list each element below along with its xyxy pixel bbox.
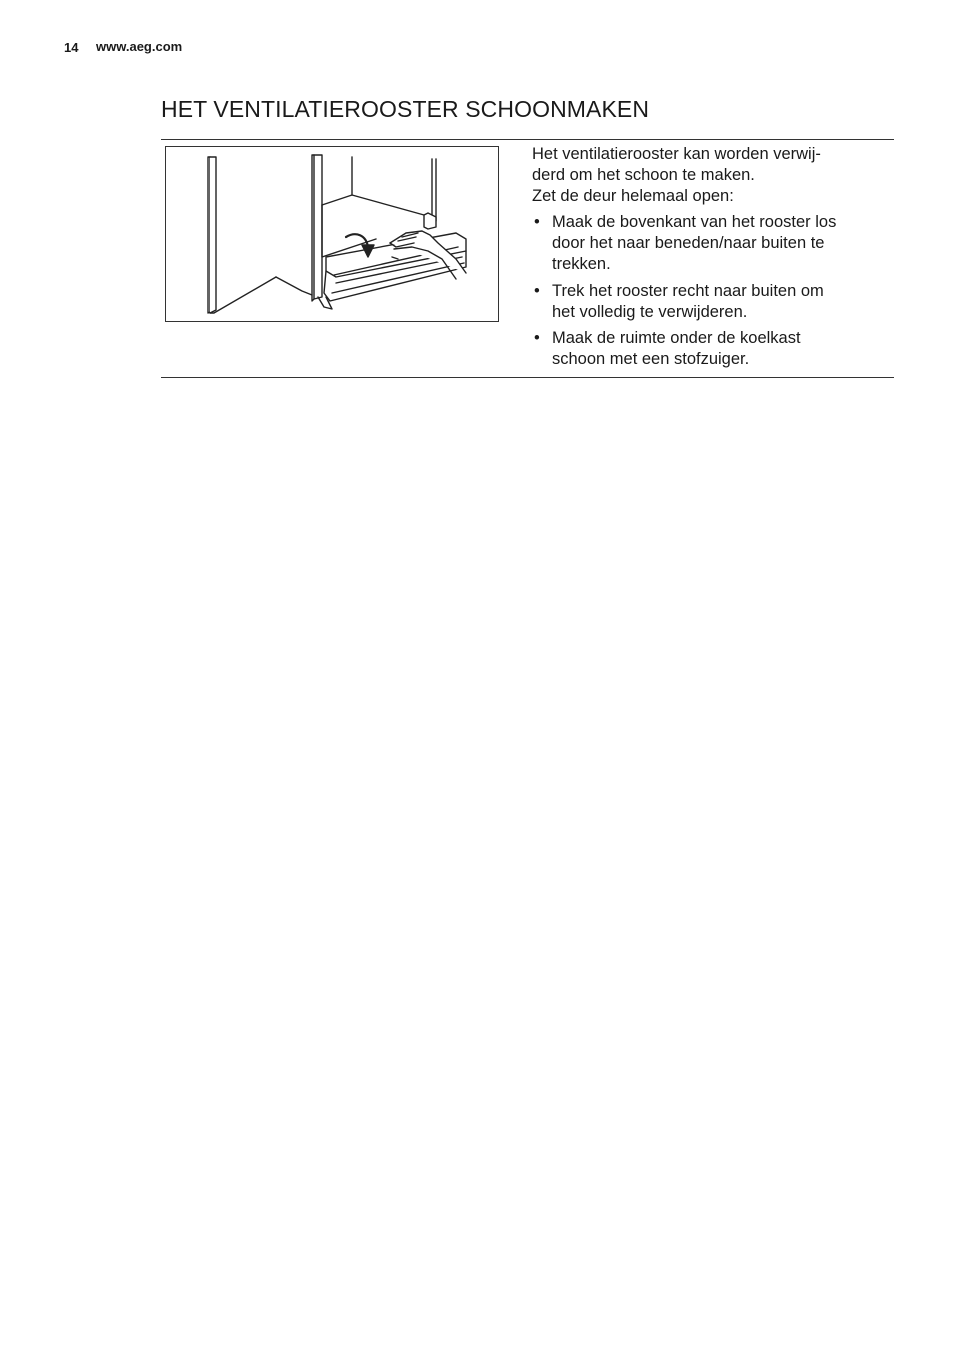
instructions-text [532,144,882,376]
step-line: schoon met een stofzuiger. [552,350,750,369]
vent-grille-removal-illustration-icon [166,147,498,321]
intro-line-2: derd om het schoon te maken. [532,165,755,184]
list-item [532,328,882,370]
step-line: het volledig te verwijderen. [552,302,748,321]
section-title: HET VENTILATIEROOSTER SCHOONMAKEN [161,96,650,122]
illustration-frame [165,146,499,322]
step-line: Trek het rooster recht naar buiten om [552,281,824,300]
step-line: trekken. [552,254,611,273]
list-item [532,281,882,323]
site-url[interactable]: www.aeg.com [96,39,183,54]
section-divider-bottom [161,377,894,378]
step-line: door het naar beneden/naar buiten te [552,234,825,253]
page-number: 14 [64,40,79,55]
bullet-icon: • [534,329,540,348]
steps-list [532,212,882,370]
step-line: Maak de bovenkant van het rooster los [552,213,837,232]
list-item [532,212,882,274]
step-line: Maak de ruimte onder de koelkast [552,329,801,348]
intro-line-1: Het ventilatierooster kan worden verwij- [532,145,821,163]
intro-line-3: Zet de deur helemaal open: [532,186,734,205]
section-divider-top [161,139,894,140]
bullet-icon: • [534,213,540,232]
bullet-icon: • [534,281,540,300]
